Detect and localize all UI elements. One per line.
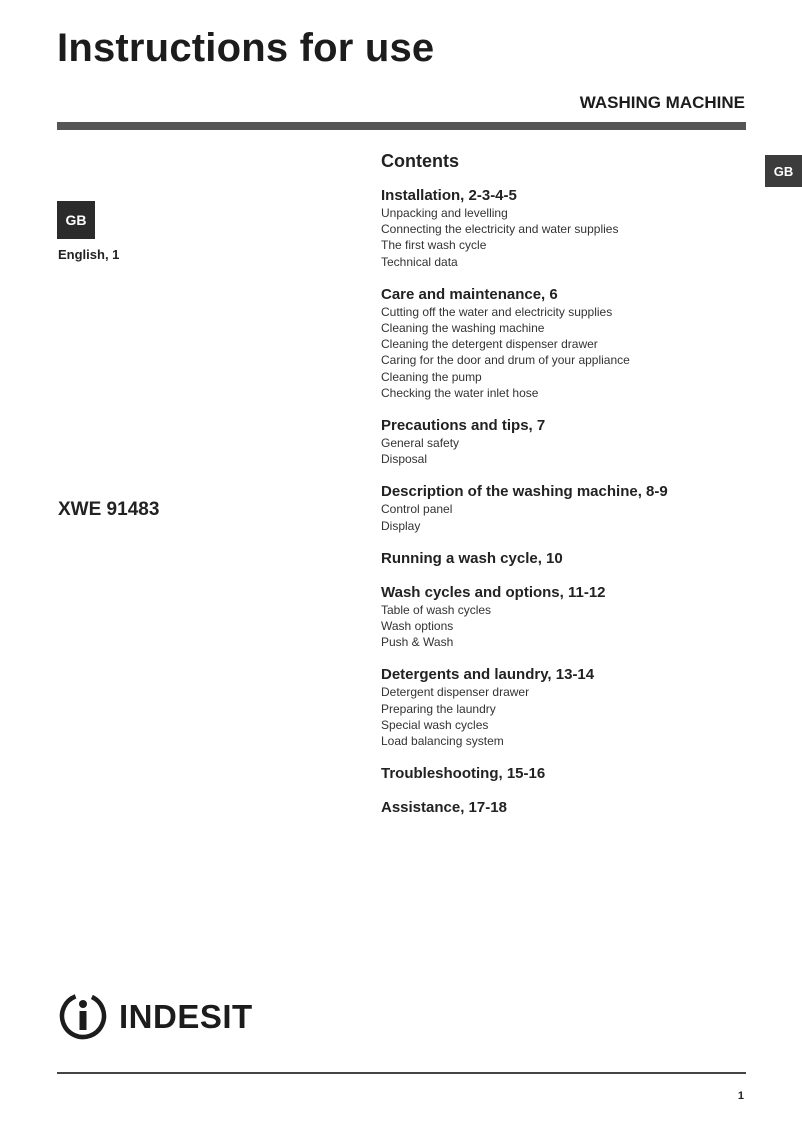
section-item: Preparing the laundry [381,701,496,716]
section-item: Unpacking and levelling [381,206,508,220]
contents-section [381,550,751,568]
model-number: XWE 91483 [58,499,160,520]
header-divider [57,122,746,130]
contents-section [381,666,751,749]
section-item: Cleaning the washing machine [381,321,545,336]
language-side-tab: GB [765,155,802,187]
section-item: Technical data [381,254,458,269]
section-item: Control panel [381,502,453,517]
section-item: Connecting the electricity and water supplies [381,222,619,237]
brand-logo [57,990,253,1042]
section-item: Wash options [381,619,454,634]
section-item: Display [381,518,421,533]
page-title: Instructions for use [57,26,435,70]
contents-sections [381,187,751,817]
contents-section [381,765,751,783]
section-heading: Assistance, 17-18 [381,799,507,817]
section-item: Cutting off the water and electricity supplies [381,304,613,319]
table-of-contents [381,151,751,833]
section-item: Load balancing system [381,734,504,749]
section-item: Special wash cycles [381,717,489,732]
section-item: General safety [381,436,460,451]
section-item: Disposal [381,452,428,467]
section-item: Caring for the door and drum of your appliance [381,353,630,368]
section-heading: Installation, 2-3-4-5 [381,187,517,204]
section-heading: Wash cycles and options, 11-12 [381,583,606,601]
page-number: 1 [737,1090,744,1102]
contents-section [381,799,751,817]
section-item: The first wash cycle [381,238,487,253]
footer-divider [57,1072,746,1074]
product-category: WASHING MACHINE [579,93,745,112]
section-item: Table of wash cycles [381,602,492,617]
section-heading: Care and maintenance, 6 [381,285,558,303]
section-heading: Description of the washing machine, 8-9 [381,483,668,501]
section-item: Checking the water inlet hose [381,385,539,400]
section-item: Push & Wash [381,635,454,650]
contents-title: Contents [381,151,459,171]
language-label: English, 1 [58,247,120,262]
contents-section [381,286,751,401]
section-item: Cleaning the pump [381,369,482,384]
section-heading: Detergents and laundry, 13-14 [381,666,595,684]
contents-section [381,187,751,270]
section-heading: Troubleshooting, 15-16 [381,765,546,783]
contents-section [381,584,751,651]
brand-name: INDESIT [119,997,253,1035]
section-heading: Running a wash cycle, 10 [381,549,563,567]
language-badge: GB [57,201,95,239]
contents-section [381,483,751,533]
info-logo-icon [57,990,109,1042]
section-item: Detergent dispenser drawer [381,685,530,700]
section-item: Cleaning the detergent dispenser drawer [381,337,598,352]
section-heading: Precautions and tips, 7 [381,417,546,435]
contents-section [381,417,751,467]
